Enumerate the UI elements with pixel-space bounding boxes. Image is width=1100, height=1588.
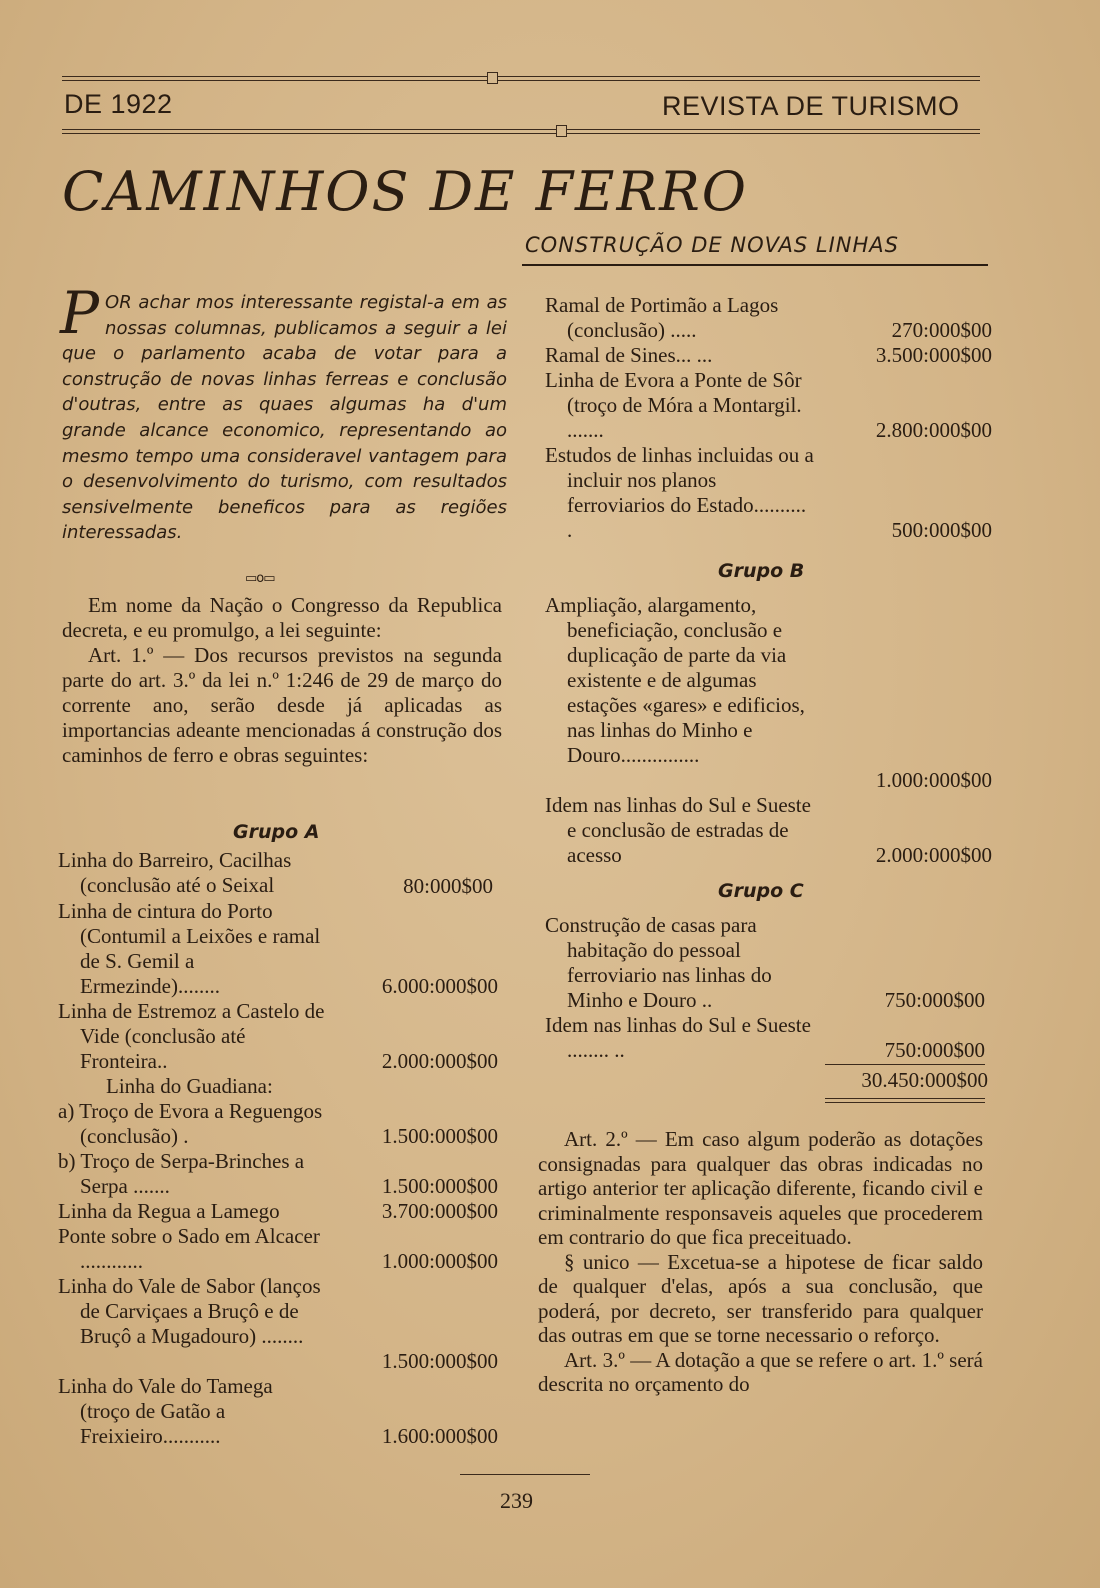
intro-text: OR achar mos interessante registal-a em as nossas columnas, publicamos a seguir a lei que o parlamento acaba de votar para a construção de novas linhas ferreas e conclusão d'outras, entre as quaes algumas ha d'um grande alcance economico, representando ao mesmo tempo uma consideravel vantagem para o desenvolvimento do turismo, com resultados sensivelmente beneficos para as regiões interessadas.: [62, 292, 507, 544]
section-ornament: ▭o▭: [245, 571, 275, 586]
group-a-amount-2: 6.000:000$00: [381, 974, 498, 998]
group-a-amount-9: 1.500:000$00: [381, 1349, 498, 1373]
right-amount-4: 500:000$00: [891, 518, 992, 542]
right-amount-2: 3.500:000$00: [875, 343, 992, 367]
group-b-amount-2: 2.000:000$00: [875, 843, 992, 867]
group-a-item-7: Linha da Regua a Lamego: [58, 1199, 280, 1223]
group-a-item-6: b) Troço de Serpa-Brinches a Serpa .......: [58, 1149, 305, 1198]
group-a-item-8: Ponte sobre o Sado em Alcacer ............: [58, 1224, 320, 1273]
group-a-amount-3: 2.000:000$00: [381, 1049, 498, 1073]
group-a-amount-8: 1.000:000$00: [381, 1249, 498, 1273]
decree-paragraph: [62, 593, 502, 768]
group-c-amount-1: 750:000$00: [884, 988, 985, 1012]
header-date: DE 1922: [64, 89, 173, 119]
header-rule-bottom: [62, 129, 980, 130]
article-2-section: [538, 1127, 983, 1397]
total-rule-bottom-2: [825, 1102, 985, 1103]
article-subtitle: CONSTRUÇÃO DE NOVAS LINHAS: [525, 233, 900, 257]
group-b-amount-1: 1.000:000$00: [875, 768, 992, 792]
group-a-amount-10: 1.600:000$00: [381, 1424, 498, 1448]
header-rule-top-2: [62, 80, 980, 81]
right-amount-3: 2.800:000$00: [875, 418, 992, 442]
right-item-2: Ramal de Sines... ...: [545, 343, 713, 367]
group-b-heading: Grupo B: [718, 560, 805, 582]
footer-rule: [460, 1474, 590, 1475]
group-c-item-1: Construção de casas para habitação do pessoal ferroviario nas linhas do Minho e Douro ..: [545, 913, 772, 1012]
total-rule-top: [825, 1064, 985, 1065]
group-a-item-4: Linha do Guadiana:: [106, 1074, 273, 1098]
group-c-amount-2: 750:000$00: [884, 1038, 985, 1062]
header-ornament-box-2: [556, 125, 567, 137]
grand-total: 30.450:000$00: [861, 1068, 988, 1092]
group-a-amount-1: 80:000$00: [403, 874, 493, 898]
article-1-text: Art. 1.º — Dos recursos previstos na segunda parte do art. 3.º da lei n.º 1:246 de 29 de março do corrente ano, serão desde já aplicadas as importancias adeante mencionadas á construção dos caminhos de ferro e obras seguintes:: [62, 643, 502, 767]
subtitle-underline: [522, 264, 988, 266]
right-item-4: Estudos de linhas incluidas ou a incluir nos planos ferroviarios do Estado.......... .: [545, 443, 814, 542]
group-a-amount-5: 1.500:000$00: [381, 1124, 498, 1148]
header-rule-bottom-2: [62, 133, 980, 134]
header-ornament-box: [487, 72, 498, 84]
group-a-item-10: Linha do Vale do Tamega (troço de Gatão a Freixieiro...........: [58, 1374, 273, 1448]
group-c-heading: Grupo C: [718, 880, 804, 902]
decree-text: Em nome da Nação o Congresso da Republica decreta, e eu promulgo, a lei seguinte:: [62, 593, 502, 642]
group-a-item-9: Linha do Vale de Sabor (lanços de Carviçaes a Bruçô e de Bruçô a Mugadouro) ........: [58, 1274, 321, 1348]
right-item-1: Ramal de Portimão a Lagos (conclusão) .....: [545, 293, 779, 342]
group-a-item-2: Linha de cintura do Porto (Contumil a Leixões e ramal de S. Gemil a Ermezinde)........: [58, 899, 321, 998]
intro-paragraph: [60, 279, 507, 546]
group-c-item-2: Idem nas linhas do Sul e Sueste ........ ..: [545, 1013, 811, 1062]
article-title: CAMINHOS DE FERRO: [62, 160, 749, 223]
group-a-heading: Grupo A: [233, 821, 320, 843]
total-rule-bottom: [825, 1098, 985, 1099]
group-a-amount-7: 3.700:000$00: [381, 1199, 498, 1223]
group-a-item-5: a) Troço de Evora a Reguengos (conclusão) .: [58, 1099, 323, 1148]
header-rule-top: [62, 76, 980, 77]
group-b-item-2: Idem nas linhas do Sul e Sueste e conclusão de estradas de acesso: [545, 793, 811, 867]
right-item-3: Linha de Evora a Ponte de Sôr (troço de Móra a Montargil. .......: [545, 368, 802, 442]
drop-cap: P: [60, 279, 100, 347]
header-magazine-name: REVISTA DE TURISMO: [662, 91, 960, 121]
right-amount-1: 270:000$00: [891, 318, 992, 342]
paragraph-unico-text: § unico — Excetua-se a hipotese de ficar saldo de qualquer d'elas, após a sua conclusão, que poderá, por decreto, ser transferido para qualquer das outras em que se torne necessario o reforço.: [538, 1249, 983, 1347]
group-b-item-1: Ampliação, alargamento, beneficiação, conclusão e duplicação de parte da via existente e de algumas estações «gares» e edificios, nas linhas do Minho e Douro...............: [545, 593, 805, 767]
group-a-item-1: Linha do Barreiro, Cacilhas (conclusão até o Seixal: [58, 848, 292, 897]
article-2-text: Art. 2.º — Em caso algum poderão as dotações consignadas para qualquer das obras indicadas no artigo anterior ter aplicação diferente, ficando civil e criminalmente responsaveis aqueles que procederem em contrario do que fica preceituado.: [538, 1127, 983, 1249]
group-a-item-3: Linha de Estremoz a Castelo de Vide (conclusão até Fronteira..: [58, 999, 325, 1073]
article-3-text: Art. 3.º — A dotação a que se refere o art. 1.º será descrita no orçamento do: [538, 1347, 983, 1396]
page-number: 239: [500, 1488, 533, 1513]
group-a-amount-6: 1.500:000$00: [381, 1174, 498, 1198]
